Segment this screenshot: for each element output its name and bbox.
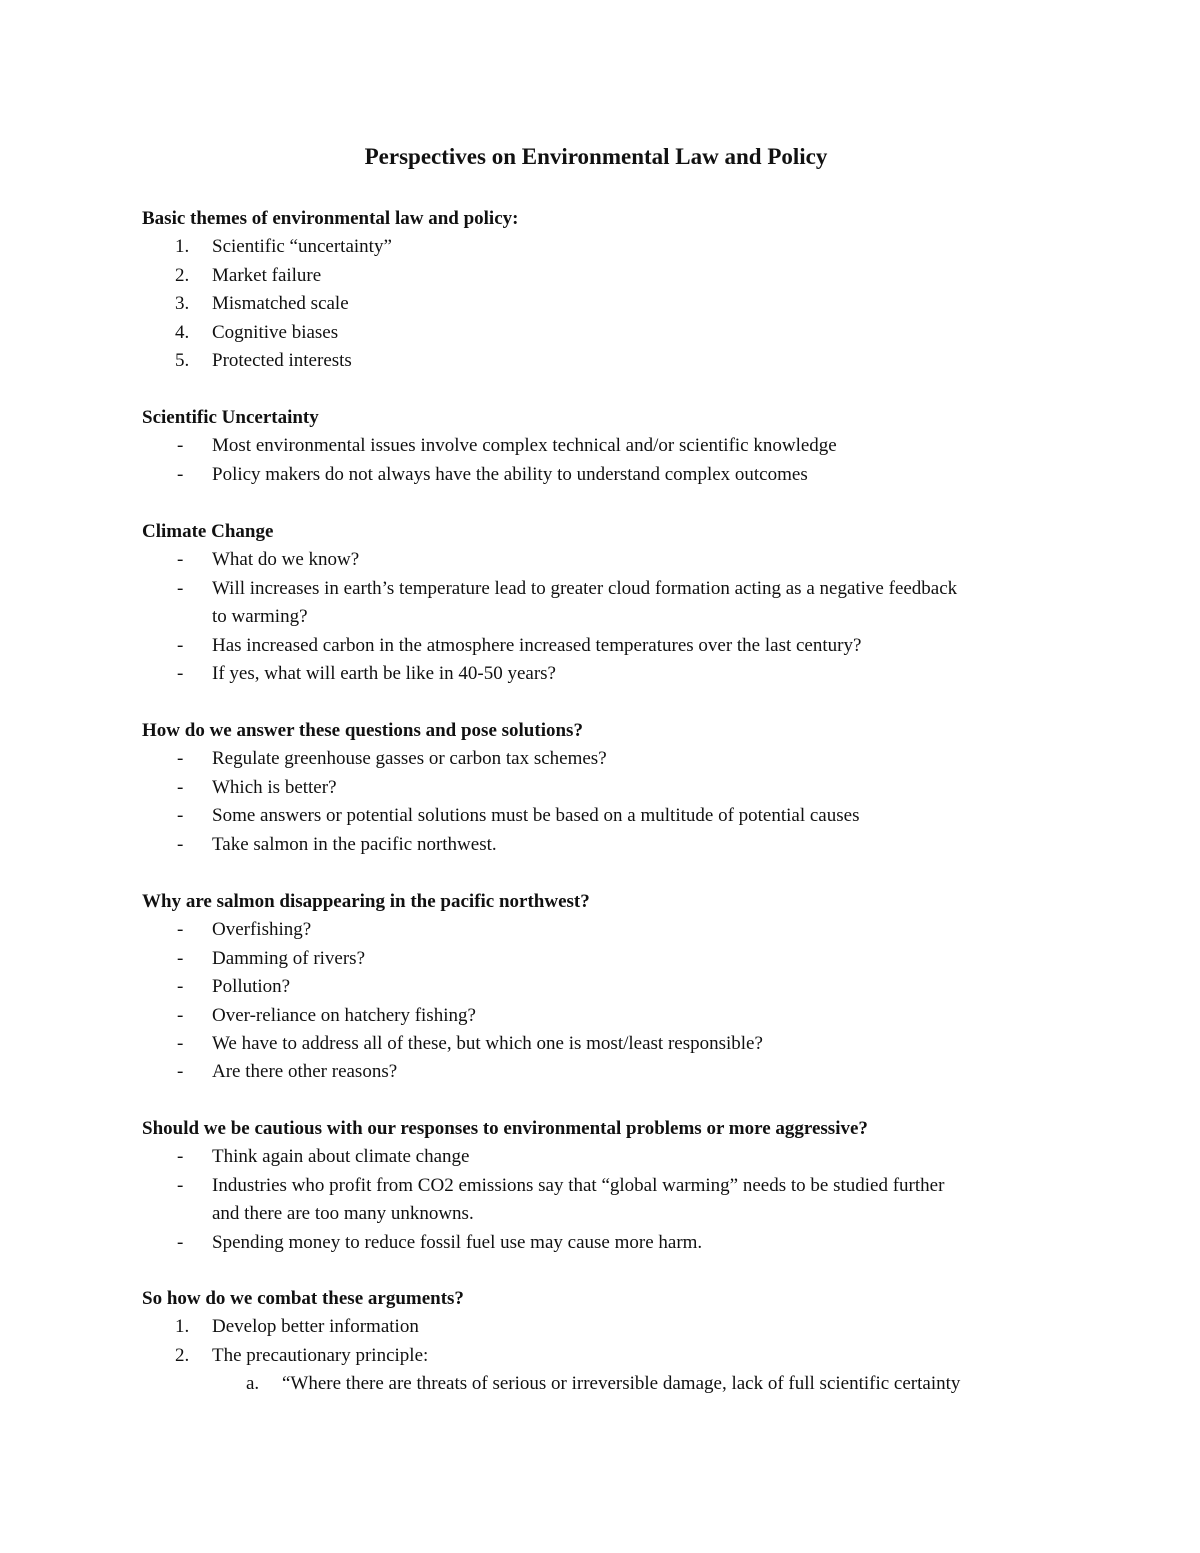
list-item-text: Mismatched scale xyxy=(212,293,349,315)
bullet-dash: - xyxy=(177,634,184,656)
section-heading: How do we answer these questions and pose solutions? xyxy=(142,720,583,741)
section-heading: So how do we combat these arguments? xyxy=(142,1288,464,1309)
list-item-text: Damming of rivers? xyxy=(212,947,366,969)
list-item-text: We have to address all of these, but which one is most/least responsible? xyxy=(212,1033,763,1054)
list-number: 2. xyxy=(175,1344,190,1366)
bullet-dash: - xyxy=(177,976,184,998)
section-heading: Should we be cautious with our responses to environmental problems or more aggressive? xyxy=(142,1118,868,1139)
bullet-dash: - xyxy=(177,663,184,684)
list-number: 3. xyxy=(175,293,190,315)
list-item-text: Are there other reasons? xyxy=(212,1061,398,1083)
bullet-dash: - xyxy=(177,435,184,457)
document-title: Perspectives on Environmental Law and Policy xyxy=(364,144,828,169)
bullet-dash: - xyxy=(177,1061,184,1083)
list-item-text: Some answers or potential solutions must be based on a multitude of potential causes xyxy=(212,805,860,827)
list-item-text: Will increases in earth’s temperature lead to greater cloud formation acting as a negative feedback xyxy=(212,577,958,599)
list-item-text: Take salmon in the pacific northwest. xyxy=(212,833,497,855)
bullet-dash: - xyxy=(177,919,184,941)
list-item-text: What do we know? xyxy=(212,549,360,571)
section-heading: Scientific Uncertainty xyxy=(142,407,319,428)
list-number: 1. xyxy=(175,1316,190,1338)
section-heading: Climate Change xyxy=(142,521,274,542)
list-item-text: Policy makers do not always have the ability to understand complex outcomes xyxy=(212,463,808,485)
bullet-dash: - xyxy=(177,947,184,969)
bullet-dash: - xyxy=(177,833,184,855)
list-item-text: The precautionary principle: xyxy=(212,1344,429,1366)
list-item-text: Which is better? xyxy=(212,776,337,798)
list-item-text: Most environmental issues involve complex technical and/or scientific knowledge xyxy=(212,435,837,457)
list-item-text: Spending money to reduce fossil fuel use may cause more harm. xyxy=(212,1231,703,1253)
list-item-text: If yes, what will earth be like in 40-50 years? xyxy=(212,663,556,684)
list-item-text: Protected interests xyxy=(212,350,352,371)
list-item-text: Over-reliance on hatchery fishing? xyxy=(212,1004,476,1026)
bullet-dash: - xyxy=(177,1146,184,1168)
list-item-text: Scientific “uncertainty” xyxy=(212,236,392,258)
list-item-text: Regulate greenhouse gasses or carbon tax schemes? xyxy=(212,748,607,770)
bullet-dash: - xyxy=(177,748,184,770)
list-item-text: Industries who profit from CO2 emissions say that “global warming” needs to be studied further xyxy=(212,1174,945,1196)
section-heading: Basic themes of environmental law and policy: xyxy=(142,208,519,229)
bullet-dash: - xyxy=(177,776,184,798)
list-item-text: Has increased carbon in the atmosphere increased temperatures over the last century? xyxy=(212,634,862,656)
list-number: 5. xyxy=(175,350,190,371)
list-item-text: Overfishing? xyxy=(212,919,312,941)
bullet-dash: - xyxy=(177,1174,184,1196)
bullet-dash: - xyxy=(177,463,184,485)
list-number: 2. xyxy=(175,264,190,286)
list-item-text-continuation: to warming? xyxy=(212,606,308,628)
bullet-dash: - xyxy=(177,1231,184,1253)
list-item-text: Market failure xyxy=(212,264,322,286)
section-heading: Why are salmon disappearing in the pacific northwest? xyxy=(142,891,590,912)
list-item-text: Cognitive biases xyxy=(212,321,339,343)
list-number: 1. xyxy=(175,236,190,258)
bullet-dash: - xyxy=(177,1033,184,1054)
list-item-text: Develop better information xyxy=(212,1316,419,1338)
list-item-text-continuation: and there are too many unknowns. xyxy=(212,1203,474,1225)
bullet-dash: - xyxy=(177,1004,184,1026)
bullet-dash: - xyxy=(177,577,184,599)
list-item-text: Think again about climate change xyxy=(212,1146,470,1168)
list-item-text: Pollution? xyxy=(212,976,291,998)
list-number: 4. xyxy=(175,321,190,343)
list-item-text: “Where there are threats of serious or irreversible damage, lack of full scientific certainty xyxy=(282,1373,961,1395)
bullet-dash: - xyxy=(177,549,184,571)
list-number: a. xyxy=(246,1373,260,1395)
bullet-dash: - xyxy=(177,805,184,827)
